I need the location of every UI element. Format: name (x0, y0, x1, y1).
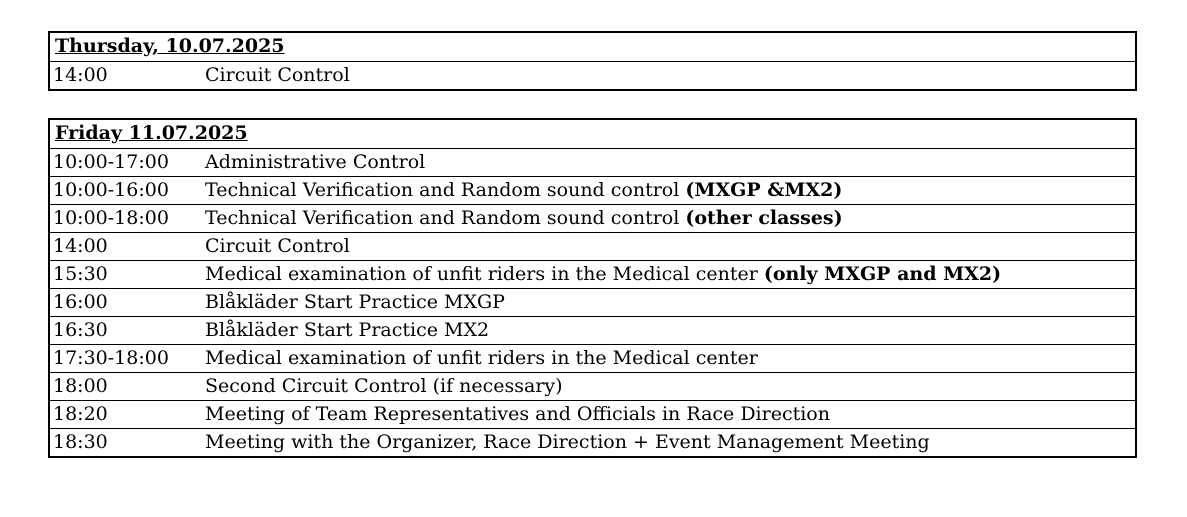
time-cell: 18:30 (53, 431, 108, 453)
schedule-row (50, 400, 1135, 428)
time-cell: 18:00 (53, 375, 108, 397)
day-header: Thursday, 10.07.2025 (55, 35, 285, 57)
activity-note: (other classes) (685, 207, 843, 229)
activity-text: Blåkläder Start Practice MXGP (205, 291, 505, 313)
activity-cell (205, 233, 350, 260)
time-cell: 15:30 (53, 263, 108, 285)
activity-text: Meeting with the Organizer, Race Direction + Event Management Meeting (205, 431, 930, 453)
activity-text: Technical Verification and Random sound control (205, 179, 686, 201)
activity-text: Medical examination of unfit riders in the Medical center (205, 347, 758, 369)
activity-text: Administrative Control (205, 151, 426, 173)
time-cell: 17:30-18:00 (53, 347, 169, 369)
activity-text: Medical examination of unfit riders in the Medical center (205, 263, 764, 285)
time-cell: 16:30 (53, 319, 108, 341)
time-cell: 10:00-16:00 (53, 179, 169, 201)
schedule-row (50, 148, 1135, 176)
schedule-row (50, 316, 1135, 344)
activity-text: Meeting of Team Representatives and Officials in Race Direction (205, 403, 830, 425)
activity-cell (205, 373, 563, 400)
activity-cell (205, 345, 758, 372)
activity-cell (205, 149, 425, 176)
activity-note: (MXGP &MX2) (685, 179, 843, 201)
schedule-row (50, 232, 1135, 260)
time-cell: 10:00-17:00 (53, 151, 169, 173)
activity-note: (only MXGP and MX2) (763, 263, 1002, 285)
schedule-row (50, 61, 1135, 89)
activity-cell (205, 62, 350, 89)
time-cell: 14:00 (53, 235, 108, 257)
friday-schedule-table (48, 118, 1137, 458)
activity-cell (205, 205, 843, 232)
schedule-row (50, 372, 1135, 400)
activity-text: Circuit Control (205, 64, 350, 86)
day-header: Friday 11.07.2025 (55, 122, 248, 144)
activity-cell (205, 261, 1001, 288)
time-cell: 10:00-18:00 (53, 207, 169, 229)
activity-text: Technical Verification and Random sound control (205, 207, 686, 229)
activity-cell (205, 429, 930, 456)
schedule-row (50, 204, 1135, 232)
thursday-schedule-table (48, 31, 1137, 91)
activity-text: Blåkläder Start Practice MX2 (205, 319, 490, 341)
activity-cell (205, 289, 505, 316)
time-cell: 18:20 (53, 403, 108, 425)
activity-cell (205, 401, 830, 428)
schedule-row (50, 428, 1135, 456)
schedule-row (50, 176, 1135, 204)
schedule-row (50, 288, 1135, 316)
activity-cell (205, 317, 489, 344)
schedule-row (50, 344, 1135, 372)
time-cell: 16:00 (53, 291, 108, 313)
activity-text: Circuit Control (205, 235, 350, 257)
schedule-row (50, 260, 1135, 288)
activity-text: Second Circuit Control (if necessary) (205, 375, 563, 397)
time-cell: 14:00 (53, 64, 108, 86)
activity-cell (205, 177, 842, 204)
